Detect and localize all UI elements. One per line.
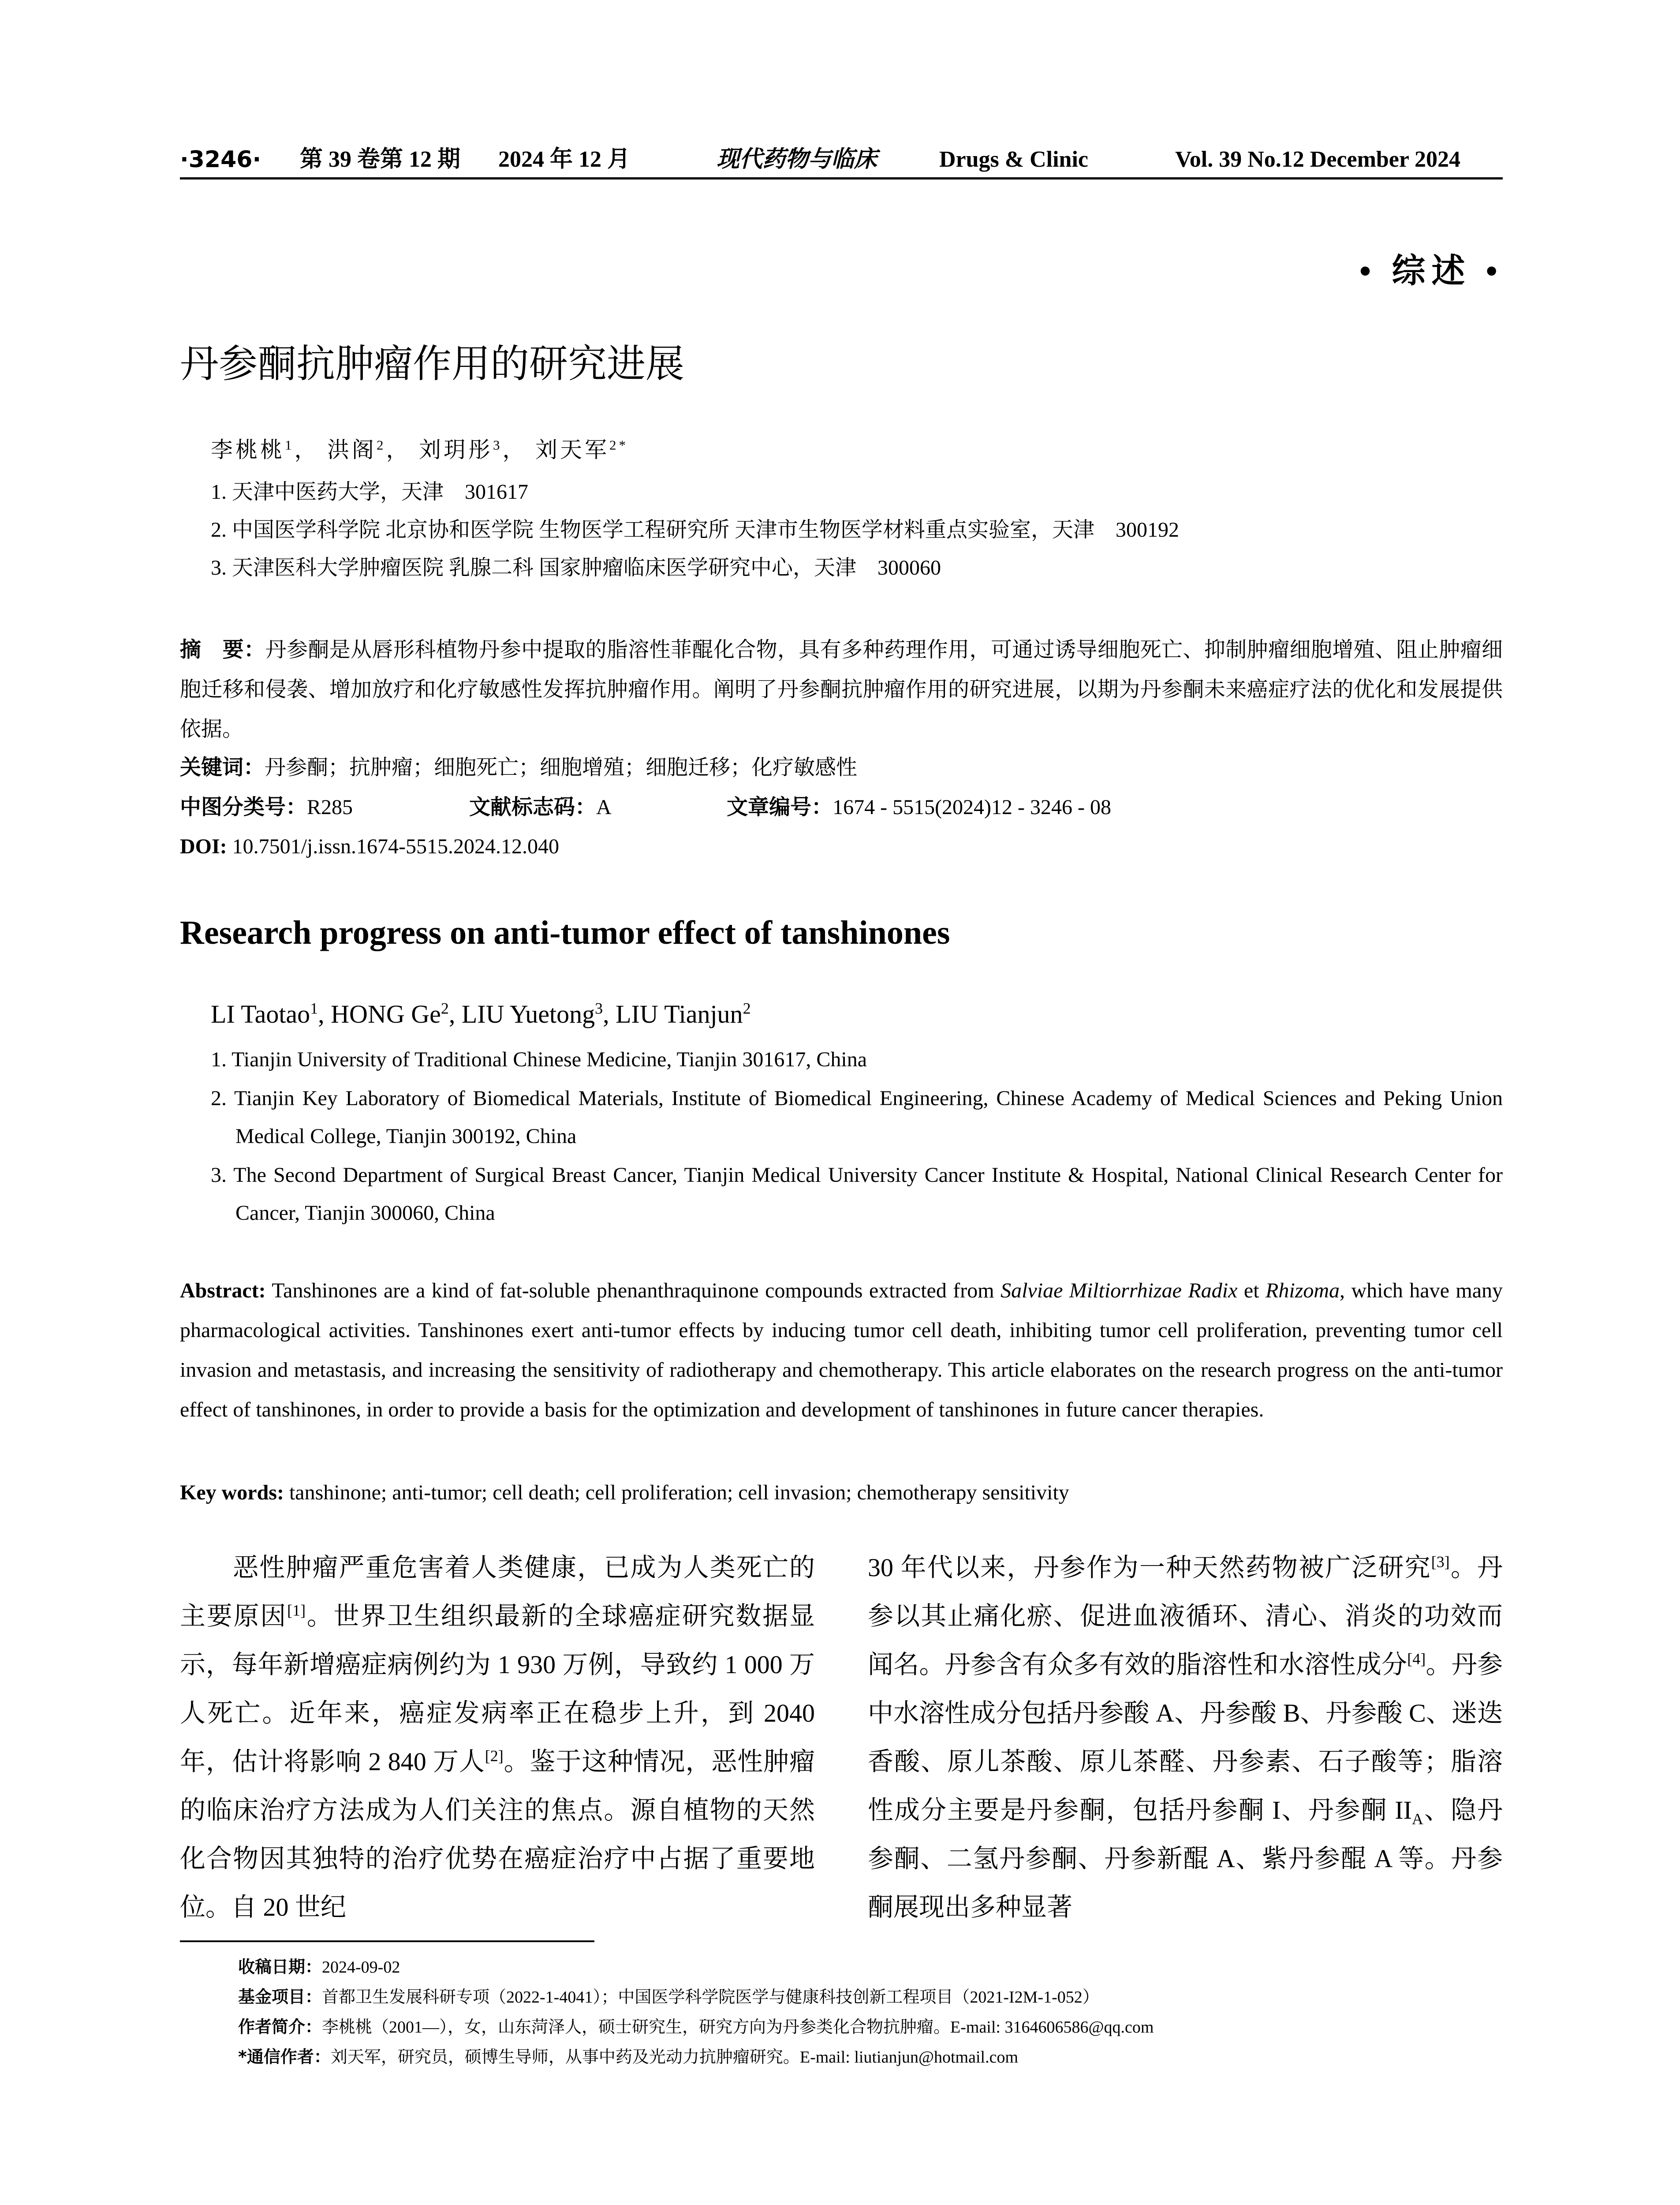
journal-name-cn: 现代药物与临床	[717, 147, 877, 172]
body-text: 30 年代以来，丹参作为一种天然药物被广泛研究	[868, 1553, 1431, 1582]
classification-line	[180, 789, 1111, 825]
body-text: 。世界卫生组织最新的全球癌症研究数据显示，每年新增癌症病例约为 1 930 万例，导致约 1 000 万人死亡。近年来，癌症发病率正在稳步上升，到 2040 年，估计将影响 2 840 万人	[180, 1602, 815, 1776]
abstract-cn-text: 丹参酮是从唇形科植物丹参中提取的脂溶性菲醌化合物，具有多种药理作用，可通过诱导细胞死亡、抑制肿瘤细胞增殖、阻止肿瘤细胞迁移和侵袭、增加放疗和化疗敏感性发挥抗肿瘤作用。阐明了丹参酮抗肿瘤作用的研究进展，以期为丹参酮未来癌症疗法的优化和发展提供依据。	[180, 638, 1503, 741]
authors-en: LI Taotao$^1$, HONG Ge$^2$, LIU Yuetong$^3$, LIU Tianjun$^2$	[211, 999, 751, 1028]
page-number: ·3246·	[180, 146, 261, 173]
keywords-en	[180, 1475, 1069, 1510]
author-name: 李桃桃	[211, 437, 285, 462]
doc-code-value: A	[596, 796, 611, 819]
author-name-en: LI Taotao	[211, 1000, 310, 1028]
footnote-label: 作者简介：	[238, 2017, 322, 2037]
author-name-en: LIU Yuetong	[461, 1000, 595, 1028]
body-text: 恶性肿瘤严重危害着人类健康，已成为人类死亡的主要原因	[180, 1553, 815, 1630]
abstract-cn	[180, 630, 1503, 749]
footnote-label: 收稿日期：	[238, 1957, 322, 1977]
footnote-label: 基金项目：	[238, 1987, 322, 2007]
footnote-text: 李桃桃（2001—），女，山东菏泽人，硕士研究生，研究方向为丹参类化合物抗肿瘤。E-mail: 3164606586@qq.com	[322, 2018, 1154, 2037]
author-sup: 1	[310, 999, 318, 1017]
title-en: Research progress on anti-tumor effect of tanshinones	[180, 914, 950, 951]
body-text: 。丹参以其止痛化瘀、促进血液循环、清心、消炎的功效而闻名。丹参含有众多有效的脂溶性和水溶性成分	[868, 1553, 1503, 1679]
affiliation-cn: 1. 天津中医药大学，天津 301617	[211, 480, 529, 504]
footnote-author-bio	[238, 2014, 1154, 2041]
abstract-en-text: Tanshinones are a kind of fat-soluble phenanthraquinone compounds extracted from	[265, 1279, 1001, 1302]
doc-code-label: 文献标志码：	[469, 795, 597, 819]
body-text: 。丹参中水溶性成分包括丹参酸 A、丹参酸 B、丹参酸 C、迷迭香酸、原儿茶酸、原儿茶醛、丹参素、石子酸等；脂溶性成分主要是丹参酮，包括丹参酮 I、丹参酮 II	[868, 1650, 1503, 1824]
doi-value: 10.7501/j.issn.1674-5515.2024.12.040	[232, 835, 560, 858]
author-sup: 2*	[609, 437, 628, 453]
citation: [1]	[287, 1601, 306, 1619]
keywords-cn	[180, 750, 857, 785]
affiliation-cn: 2. 中国医学科学院 北京协和医学院 生物医学工程研究所 天津市生物医学材料重点实验室，天津 300192	[211, 518, 1180, 542]
article-no-value: 1674 - 5515(2024)12 - 3246 - 08	[833, 796, 1111, 819]
clc-label: 中图分类号：	[180, 795, 307, 819]
keywords-en-text: tanshinone; anti-tumor; cell death; cell proliferation; cell invasion; chemotherapy sensitivity	[284, 1481, 1069, 1504]
citation: [4]	[1407, 1650, 1426, 1668]
subscript: A	[1411, 1810, 1423, 1828]
affiliation-en: 2. Tianjin Key Laboratory of Biomedical Materials, Institute of Biomedical Engineering, Chinese Academy of Medical Sciences and Peking Union Medical College, Tianjin 300192, China	[211, 1087, 1503, 1148]
issue-cn: 第 39 卷第 12 期	[300, 147, 461, 172]
keywords-cn-text: 丹参酮；抗肿瘤；细胞死亡；细胞增殖；细胞迁移；化疗敏感性	[265, 756, 858, 779]
body-text: 、隐丹参酮、二氢丹参酮、丹参新醌 A、紫丹参醌 A 等。丹参酮展现出多种显著	[868, 1796, 1503, 1921]
author-name: 刘天军	[535, 437, 609, 462]
abstract-en-label: Abstract:	[180, 1279, 266, 1302]
article-no-label: 文章编号：	[727, 795, 833, 819]
abstract-en-text: et	[1237, 1279, 1266, 1302]
footnote-text: 首都卫生发展科研专项（2022-1-4041）；中国医学科学院医学与健康科技创新工程项目（2021-I2M-1-052）	[322, 1988, 1099, 2007]
abstract-en	[180, 1271, 1503, 1430]
keywords-en-label: Key words:	[180, 1481, 284, 1504]
author-name: 刘玥彤	[419, 437, 493, 462]
abstract-en-text: , which have many pharmacological activities. Tanshinones exert anti-tumor effects by inducing tumor cell death, inhibiting tumor cell proliferation, preventing tumor cell invasion and metastasis, and increasing the sensitivity of radiotherapy and chemotherapy. This article elaborates on the research progress on the anti-tumor effect of tanshinones, in order to provide a basis for the optimization and development of tanshinones in future cancer therapies.	[180, 1279, 1503, 1421]
footnote-received	[238, 1954, 400, 1981]
keywords-cn-label: 关键词：	[180, 755, 265, 780]
affiliation-en: 3. The Second Department of Surgical Breast Cancer, Tianjin Medical University Cancer Institute & Hospital, National Clinical Research Center for Cancer, Tianjin 300060, China	[211, 1163, 1503, 1225]
journal-name-en: Drugs & Clinic	[939, 147, 1088, 172]
abstract-cn-label: 摘 要：	[180, 637, 265, 662]
body-column-left	[180, 1544, 815, 1932]
abstract-en-italic: Rhizoma	[1266, 1279, 1340, 1302]
clc-value: R285	[307, 796, 353, 819]
author-sup: 2	[377, 437, 386, 453]
title-cn: 丹参酮抗肿瘤作用的研究进展	[180, 341, 685, 386]
date-cn: 2024 年 12 月	[498, 147, 631, 172]
doi-line	[180, 829, 559, 864]
abstract-en-italic: Salviae Miltiorrhizae Radix	[1001, 1279, 1238, 1302]
footnote-funding	[238, 1984, 1099, 2011]
body-text: 。鉴于这种情况，恶性肿瘤的临床治疗方法成为人们关注的焦点。源自植物的天然化合物因其独特的治疗优势在癌症治疗中占据了重要地位。自 20 世纪	[180, 1747, 815, 1921]
affiliation-en: 1. Tianjin University of Traditional Chinese Medicine, Tianjin 301617, China	[211, 1048, 867, 1071]
doi-label: DOI:	[180, 835, 227, 858]
author-sup: 2	[441, 999, 449, 1017]
author-name: 洪阁	[327, 437, 377, 462]
footnote-text: 刘天军，研究员，硕博生导师，从事中药及光动力抗肿瘤研究。E-mail: liutianjun@hotmail.com	[330, 2048, 1019, 2067]
section-tag: • 综述 •	[1359, 253, 1504, 290]
footnote-label: *通信作者：	[238, 2047, 331, 2067]
citation: [2]	[485, 1747, 504, 1765]
authors-cn: 李桃桃$^1$， 洪阁$^2$， 刘玥彤$^3$， 刘天军$^{2*}$	[211, 437, 628, 462]
header-rule	[180, 177, 1503, 179]
author-sup: 2	[743, 999, 751, 1017]
citation: [3]	[1431, 1553, 1450, 1571]
author-name-en: LIU Tianjun	[616, 1000, 743, 1028]
footnote-rule	[180, 1940, 594, 1942]
footnote-corresponding	[238, 2044, 1018, 2070]
author-name-en: HONG Ge	[331, 1000, 441, 1028]
author-sup: 1	[285, 437, 295, 453]
author-sup: 3	[595, 999, 603, 1017]
body-column-right	[868, 1544, 1503, 1932]
footnote-text: 2024-09-02	[322, 1958, 400, 1977]
issue-en: Vol. 39 No.12 December 2024	[1175, 147, 1461, 172]
author-sup: 3	[493, 437, 503, 453]
affiliation-cn: 3. 天津医科大学肿瘤医院 乳腺二科 国家肿瘤临床医学研究中心，天津 300060	[211, 556, 941, 579]
